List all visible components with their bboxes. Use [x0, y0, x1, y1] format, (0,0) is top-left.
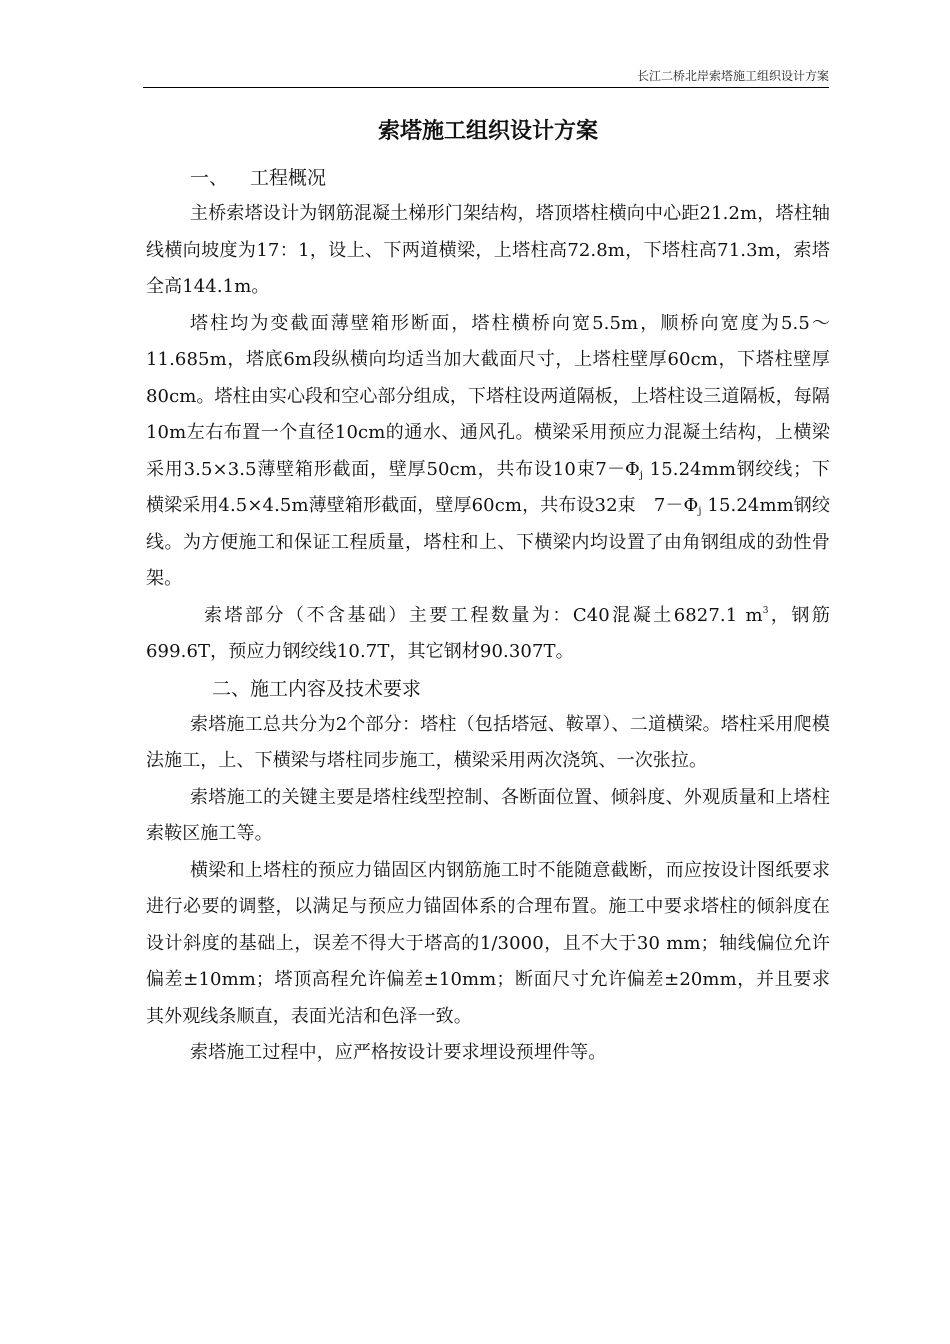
section-1-paragraph-2: [146, 306, 830, 598]
section-2-paragraph-2: 索塔施工的关键主要是塔柱线型控制、各断面位置、倾斜度、外观质量和上塔柱索鞍区施工等。: [146, 786, 830, 844]
section-2-paragraph-3: 横梁和上塔柱的预应力锚固区内钢筋施工时不能随意截断，而应按设计图纸要求进行必要的调整，以满足与预应力锚固体系的合理布置。施工中要求塔柱的倾斜度在设计斜度的基础上，误差不得大于塔高的1/3000，且不大于30 mm；轴线偏位允许偏差±10mm；塔顶高程允许偏差±10mm；断面尺寸允许偏差±20mm，并且要求其外观线条顺直，表面光洁和色泽一致。: [146, 859, 830, 1027]
section-1-paragraph-1: 主桥索塔设计为钢筋混凝土梯形门架结构，塔顶塔柱横向中心距21.2m，塔柱轴线横向坡度为17：1，设上、下两道横梁，上塔柱高72.8m，下塔柱高71.3m，索塔全高144.1m。: [146, 203, 830, 297]
running-header: 长江二桥北岸索塔施工组织设计方案: [636, 69, 829, 83]
section-2-paragraph-4: 索塔施工过程中，应严格按设计要求埋设预埋件等。: [190, 1042, 607, 1063]
paragraph-text: 15.24mm钢绞线；下横梁采用4.5×4.5m薄壁箱形截面，壁厚60cm，共布设32束 7－Φ: [146, 458, 830, 516]
paragraph-text: 塔柱均为变截面薄壁箱形断面，塔柱横桥向宽5.5m，顺桥向宽度为5.5～11.685m，塔底6m段纵横向均适当加大截面尺寸，上塔柱壁厚60cm，下塔柱壁厚80cm。塔柱由实心段和空心部分组成，下塔柱设两道隔板，上塔柱设三道隔板，每隔10m左右布置一个直径10cm的通水、通风孔。横梁采用预应力混凝土结构，上横梁采用3.5×3.5薄壁箱形截面，壁厚50cm，共布设10束7－Φ: [146, 312, 830, 480]
paragraph-text: ，钢筋699.6T，预应力钢绞线10.7T，其它钢材90.307T。: [146, 604, 830, 662]
paragraph-text: 索塔部分（不含基础）主要工程数量为：C40混凝土6827.1 m: [204, 604, 763, 626]
subscript: j: [698, 506, 702, 517]
paragraph-text: 15.24mm钢绞线。为方便施工和保证工程质量，塔柱和上、下横梁内均设置了由角钢组成的劲性骨架。: [146, 495, 830, 589]
section-1-heading: [146, 160, 830, 196]
section-1-number: 一、: [190, 167, 229, 189]
section-2-paragraph-1: 索塔施工总共分为2个部分：塔柱（包括塔冠、鞍罩）、二道横梁。塔柱采用爬模法施工，上、下横梁与塔柱同步施工，横梁采用两次浇筑、一次张拉。: [146, 713, 830, 771]
section-2-heading: 二、施工内容及技术要求: [212, 677, 422, 700]
document-body: [146, 116, 830, 1072]
section-1-title: 工程概况: [250, 167, 327, 189]
section-1-paragraph-3: [146, 598, 830, 671]
subscript: j: [639, 469, 644, 481]
header-rule: [143, 87, 829, 88]
superscript: 3: [762, 605, 769, 616]
document-title: 索塔施工组织设计方案: [377, 118, 598, 144]
